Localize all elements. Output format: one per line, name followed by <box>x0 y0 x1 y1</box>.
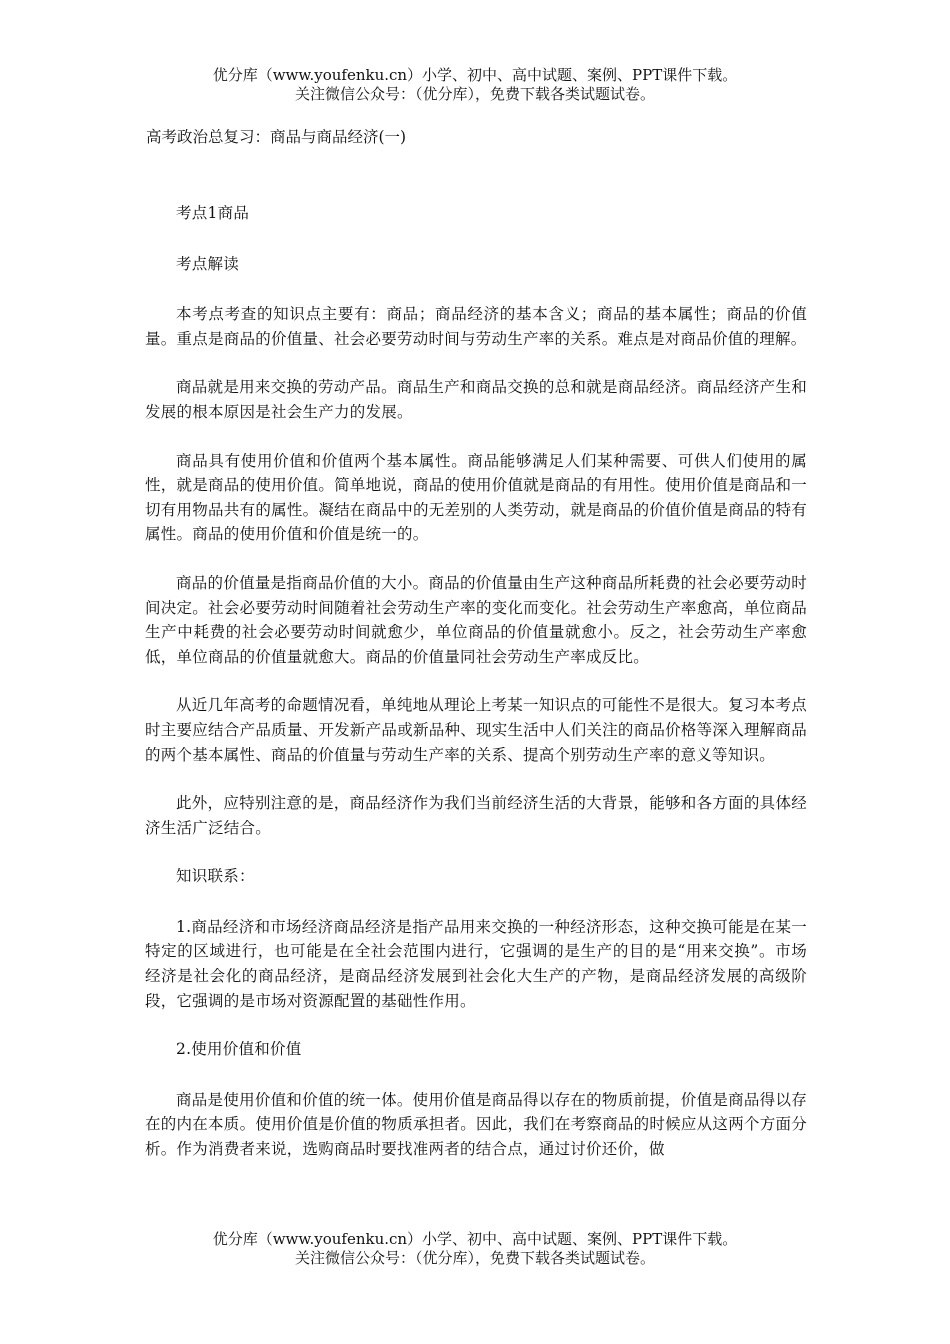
paragraph: 商品就是用来交换的劳动产品。商品生产和商品交换的总和就是商品经济。商品经济产生和发展的根本原因是社会生产力的发展。 <box>145 378 807 421</box>
document-title: 高考政治总复习：商品与商品经济(一) <box>146 128 407 146</box>
subsection-heading: 2.使用价值和价值 <box>176 1040 302 1059</box>
paragraph: 商品的价值量是指商品价值的大小。商品的价值量由生产这种商品所耗费的社会必要劳动时间决定。社会必要劳动时间随着社会劳动生产率的变化而变化。社会劳动生产率愈高，单位商品生产中耗费的社会必要劳动时间就愈少，单位商品的价值量就愈小。反之，社会劳动生产率愈低，单位商品的价值量就愈大。商品的价值量同社会劳动生产率成反比。 <box>145 573 807 666</box>
paragraph: 本考点考查的知识点主要有：商品；商品经济的基本含义；商品的基本属性；商品的价值量。重点是商品的价值量、社会必要劳动时间与劳动生产率的关系。难点是对商品价值的理解。 <box>145 305 807 348</box>
footer-line-1: 优分库（www.youfenku.cn）小学、初中、高中试题、案例、PPT课件下载。 <box>212 1230 738 1248</box>
paragraph: 此外，应特别注意的是，商品经济作为我们当前经济生活的大背景，能够和各方面的具体经济生活广泛结合。 <box>145 794 807 837</box>
section-heading: 考点1商品 <box>176 204 250 222</box>
page-header <box>0 66 950 104</box>
paragraph: 商品具有使用价值和价值两个基本属性。商品能够满足人们某种需要、可供人们使用的属性，就是商品的使用价值。简单地说，商品的使用价值就是商品的有用性。使用价值是商品和一切有用物品共有的属性。凝结在商品中的无差别的人类劳动，就是商品的价值价值是商品的特有属性。商品的使用价值和价值是统一的。 <box>145 451 807 544</box>
header-line-2: 关注微信公众号：（优分库），免费下载各类试题试卷。 <box>294 85 655 103</box>
subsection-heading: 知识联系： <box>176 867 255 886</box>
header-line-1: 优分库（www.youfenku.cn）小学、初中、高中试题、案例、PPT课件下载。 <box>212 66 738 84</box>
page-footer <box>0 1230 950 1268</box>
paragraph: 商品是使用价值和价值的统一体。使用价值是商品得以存在的物质前提，价值是商品得以存在的内在本质。使用价值是价值的物质承担者。因此，我们在考察商品的时候应从这两个方面分析。作为消费者来说，选购商品时要找准两者的结合点，通过讨价还价，做 <box>145 1090 807 1159</box>
paragraph: 1.商品经济和市场经济商品经济是指产品用来交换的一种经济形态，这种交换可能是在某一特定的区域进行，也可能是在全社会范围内进行，它强调的是生产的目的是“用来交换”。市场经济是社会化的商品经济，是商品经济发展到社会化大生产的产物，是商品经济发展的高级阶段，它强调的是市场对资源配置的基础性作用。 <box>145 917 807 1010</box>
paragraph: 从近几年高考的命题情况看，单纯地从理论上考某一知识点的可能性不是很大。复习本考点时主要应结合产品质量、开发新产品或新品种、现实生活中人们关注的商品价格等深入理解商品的两个基本属性、商品的价值量与劳动生产率的关系、提高个别劳动生产率的意义等知识。 <box>145 696 807 764</box>
subsection-heading: 考点解读 <box>176 254 240 273</box>
document-body <box>145 201 807 1186</box>
footer-line-2: 关注微信公众号：（优分库），免费下载各类试题试卷。 <box>294 1249 655 1267</box>
